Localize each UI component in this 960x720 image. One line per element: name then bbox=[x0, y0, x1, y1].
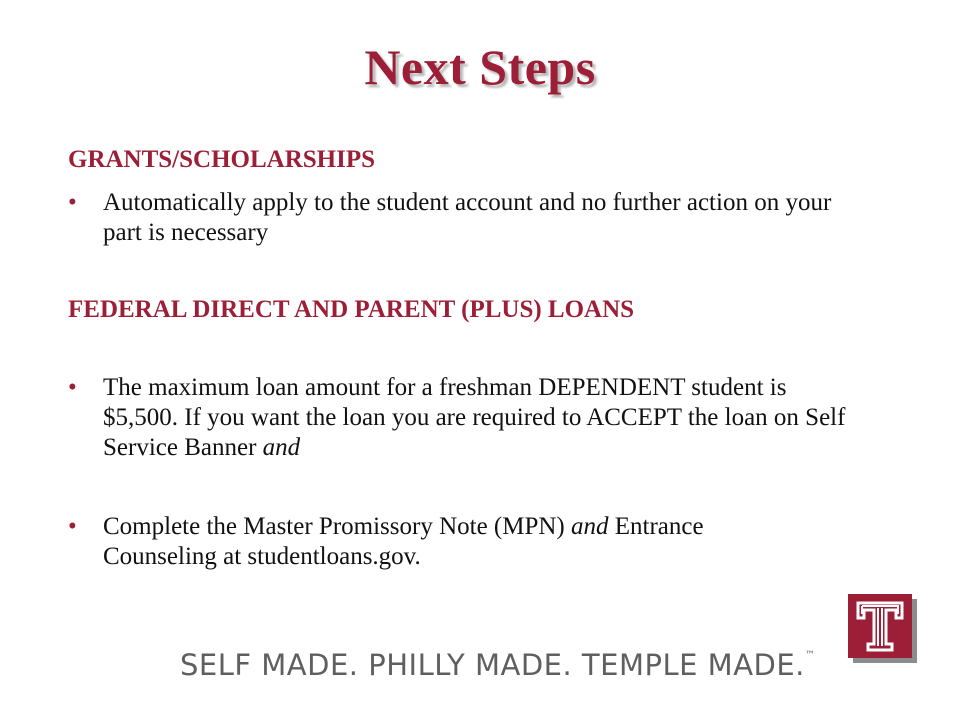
bullet-text-italic: and bbox=[571, 513, 609, 540]
bullet-text-italic: and bbox=[262, 434, 301, 461]
slide-title: Next Steps bbox=[364, 39, 596, 95]
bullet-text-after: Entrance Counseling at studentloans.gov. bbox=[103, 513, 704, 570]
bullet-text-main: Automatically apply to the student account and no further action on your part is necessary bbox=[103, 189, 832, 246]
bullet-loans-1 bbox=[68, 373, 858, 463]
bullet-text bbox=[103, 512, 798, 572]
bullet-dot: • bbox=[68, 513, 77, 540]
footer-tagline bbox=[180, 648, 815, 682]
bullet-text bbox=[103, 373, 858, 463]
bullet-grants-1 bbox=[68, 188, 848, 248]
bullet-text-main: Complete the Master Promissory Note (MPN) bbox=[103, 513, 572, 540]
bullet-text-main: The maximum loan amount for a freshman DEPENDENT student is $5,500. If you want the loan you are required to ACCEPT the loan on Self Service Banner bbox=[103, 374, 846, 461]
section-heading-loans: FEDERAL DIRECT AND PARENT (PLUS) LOANS bbox=[68, 296, 635, 323]
section-heading-grants: GRANTS/SCHOLARSHIPS bbox=[68, 146, 376, 173]
bullet-text bbox=[103, 188, 848, 248]
trademark-symbol: ™ bbox=[804, 650, 816, 661]
tagline-text: SELF MADE. PHILLY MADE. TEMPLE MADE. bbox=[180, 648, 805, 682]
temple-t-logo-icon bbox=[848, 594, 918, 664]
bullet-dot: • bbox=[68, 374, 77, 401]
bullet-dot: • bbox=[68, 189, 77, 216]
bullet-loans-2 bbox=[68, 512, 798, 572]
